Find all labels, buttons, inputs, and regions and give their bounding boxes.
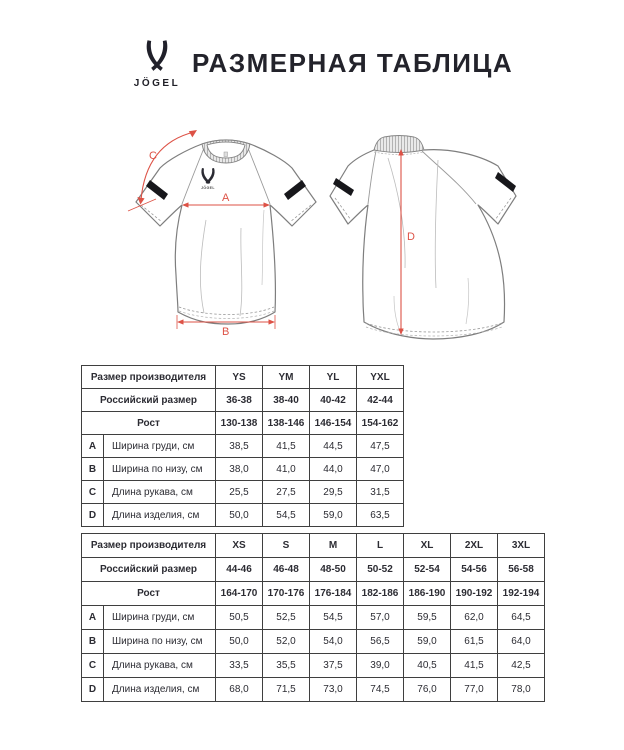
measure-value: 68,0	[216, 678, 263, 702]
measure-value: 78,0	[498, 678, 545, 702]
header-value: M	[310, 534, 357, 558]
tshirt-back-diagram	[328, 128, 528, 344]
chest-logo-text: JÖGEL	[201, 186, 215, 190]
measure-letter: B	[82, 458, 104, 481]
measure-row	[82, 481, 404, 504]
size-header-row	[82, 582, 545, 606]
header-value: 50-52	[357, 558, 404, 582]
header-value: 48-50	[310, 558, 357, 582]
measure-value: 63,5	[357, 504, 404, 527]
dimension-label-a: A	[222, 192, 230, 204]
measure-value: 59,0	[310, 504, 357, 527]
measure-value: 76,0	[404, 678, 451, 702]
measure-value: 41,0	[263, 458, 310, 481]
measure-label: Длина рукава, см	[104, 481, 216, 504]
header-value: YS	[216, 366, 263, 389]
measure-value: 42,5	[498, 654, 545, 678]
header-value: 190-192	[451, 582, 498, 606]
header-value: YL	[310, 366, 357, 389]
size-header-row	[82, 366, 404, 389]
header-value: YXL	[357, 366, 404, 389]
header-label: Российский размер	[82, 389, 216, 412]
measure-value: 50,0	[216, 504, 263, 527]
measure-value: 37,5	[310, 654, 357, 678]
header-label: Размер производителя	[82, 534, 216, 558]
measure-value: 73,0	[310, 678, 357, 702]
measure-value: 31,5	[357, 481, 404, 504]
header-value: 2XL	[451, 534, 498, 558]
measure-value: 64,5	[498, 606, 545, 630]
brand-logo	[124, 38, 190, 89]
measure-value: 52,5	[263, 606, 310, 630]
measure-value: 38,0	[216, 458, 263, 481]
measure-label: Ширина по низу, см	[104, 630, 216, 654]
header-value: XL	[404, 534, 451, 558]
header-value: S	[263, 534, 310, 558]
measure-value: 59,0	[404, 630, 451, 654]
header-value: 56-58	[498, 558, 545, 582]
measure-value: 64,0	[498, 630, 545, 654]
shirt-back-outline	[330, 148, 516, 340]
tshirt-front-diagram	[116, 110, 336, 348]
header-value: 54-56	[451, 558, 498, 582]
page-title: РАЗМЕРНАЯ ТАБЛИЦА	[192, 48, 514, 78]
measure-label: Длина изделия, см	[104, 504, 216, 527]
header-value: 52-54	[404, 558, 451, 582]
measure-label: Ширина груди, см	[104, 606, 216, 630]
header-label: Размер производителя	[82, 366, 216, 389]
measure-label: Ширина груди, см	[104, 435, 216, 458]
adult-size-table	[81, 533, 545, 702]
header-value: XS	[216, 534, 263, 558]
measure-value: 54,0	[310, 630, 357, 654]
header-value: 38-40	[263, 389, 310, 412]
measure-value: 57,0	[357, 606, 404, 630]
header-value: 130-138	[216, 412, 263, 435]
measure-value: 62,0	[451, 606, 498, 630]
measure-value: 44,5	[310, 435, 357, 458]
measure-letter: A	[82, 435, 104, 458]
measure-label: Ширина по низу, см	[104, 458, 216, 481]
measure-letter: C	[82, 481, 104, 504]
measure-value: 77,0	[451, 678, 498, 702]
header-value: 40-42	[310, 389, 357, 412]
size-header-row	[82, 558, 545, 582]
measure-value: 47,0	[357, 458, 404, 481]
header-label: Рост	[82, 582, 216, 606]
measure-value: 50,0	[216, 630, 263, 654]
measure-value: 54,5	[263, 504, 310, 527]
measure-row	[82, 458, 404, 481]
measure-value: 38,5	[216, 435, 263, 458]
header-value: 138-146	[263, 412, 310, 435]
header-value: 182-186	[357, 582, 404, 606]
header-value: 164-170	[216, 582, 263, 606]
measure-value: 56,5	[357, 630, 404, 654]
measure-letter: B	[82, 630, 104, 654]
measure-value: 27,5	[263, 481, 310, 504]
header-value: YM	[263, 366, 310, 389]
size-header-row	[82, 534, 545, 558]
header-value: 146-154	[310, 412, 357, 435]
dimension-label-c: C	[149, 150, 157, 162]
size-header-row	[82, 389, 404, 412]
measure-row	[82, 630, 545, 654]
youth-size-table	[81, 365, 404, 527]
measure-row	[82, 606, 545, 630]
measure-value: 61,5	[451, 630, 498, 654]
header-label: Рост	[82, 412, 216, 435]
collar-tag	[224, 152, 228, 157]
measure-value: 41,5	[451, 654, 498, 678]
size-header-row	[82, 412, 404, 435]
header-label: Российский размер	[82, 558, 216, 582]
measure-row	[82, 435, 404, 458]
measure-value: 40,5	[404, 654, 451, 678]
measure-value: 74,5	[357, 678, 404, 702]
measure-value: 52,0	[263, 630, 310, 654]
header-value: L	[357, 534, 404, 558]
header-value: 176-184	[310, 582, 357, 606]
measure-value: 39,0	[357, 654, 404, 678]
measure-value: 41,5	[263, 435, 310, 458]
dimension-label-d: D	[407, 231, 415, 243]
measure-value: 71,5	[263, 678, 310, 702]
measure-row	[82, 654, 545, 678]
measure-letter: D	[82, 504, 104, 527]
header-value: 44-46	[216, 558, 263, 582]
header-value: 46-48	[263, 558, 310, 582]
header-value: 154-162	[357, 412, 404, 435]
header-value: 192-194	[498, 582, 545, 606]
measure-value: 35,5	[263, 654, 310, 678]
header-value: 170-176	[263, 582, 310, 606]
measure-value: 29,5	[310, 481, 357, 504]
header-value: 36-38	[216, 389, 263, 412]
measure-value: 54,5	[310, 606, 357, 630]
brand-wordmark: JÖGEL	[133, 78, 181, 89]
header-value: 42-44	[357, 389, 404, 412]
measure-row	[82, 504, 404, 527]
measure-letter: D	[82, 678, 104, 702]
measure-value: 50,5	[216, 606, 263, 630]
header-value: 3XL	[498, 534, 545, 558]
dimension-label-b: B	[222, 326, 230, 338]
measure-letter: A	[82, 606, 104, 630]
measure-value: 47,5	[357, 435, 404, 458]
collar-back	[374, 136, 424, 153]
measure-label: Длина изделия, см	[104, 678, 216, 702]
measure-value: 59,5	[404, 606, 451, 630]
measure-value: 25,5	[216, 481, 263, 504]
header-value: 186-190	[404, 582, 451, 606]
jogel-logo-icon	[141, 38, 173, 76]
measure-value: 44,0	[310, 458, 357, 481]
measure-letter: C	[82, 654, 104, 678]
measure-label: Длина рукава, см	[104, 654, 216, 678]
measure-value: 33,5	[216, 654, 263, 678]
shirt-front-outline	[136, 140, 316, 324]
measure-row	[82, 678, 545, 702]
